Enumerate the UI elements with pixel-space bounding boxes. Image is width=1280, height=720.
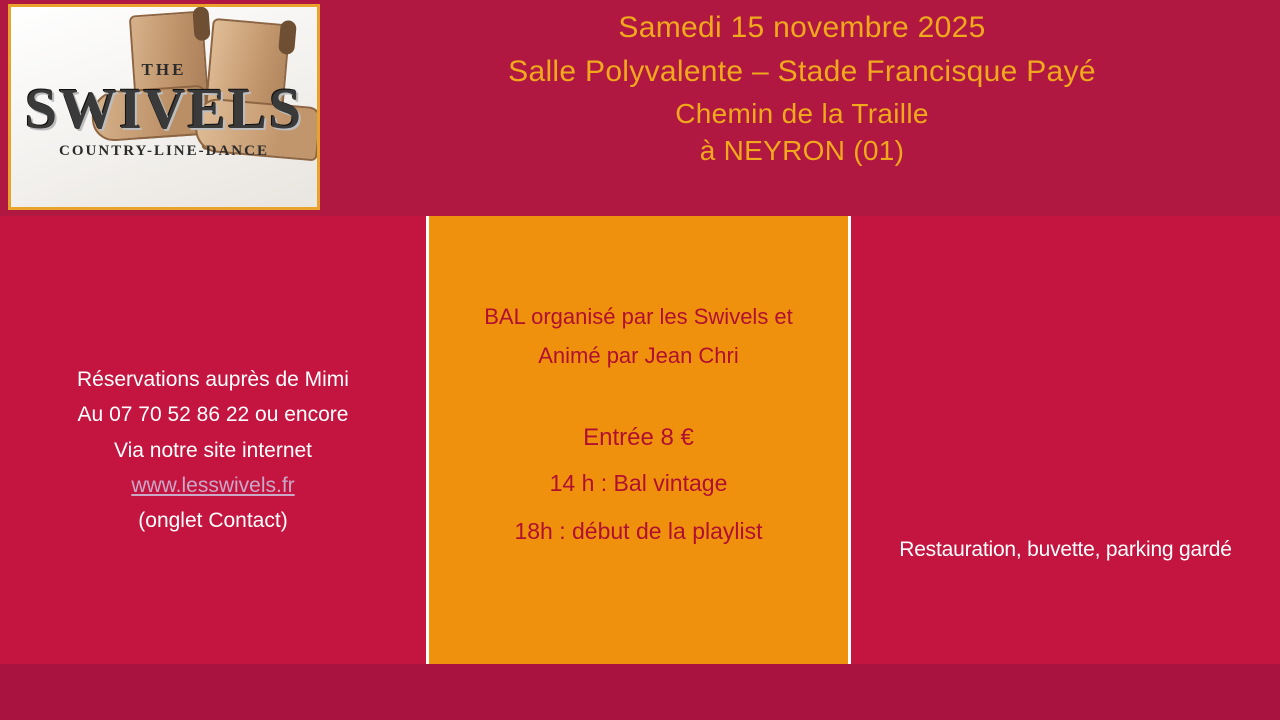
poster-header (0, 0, 1280, 216)
logo-container (8, 4, 320, 210)
schedule-line-2: 18h : début de la playlist (514, 518, 763, 545)
poster-body (0, 216, 1280, 664)
logo-main-text: SWIVELS (24, 76, 304, 141)
reservations-line-3: Via notre site internet (113, 438, 313, 462)
event-details-text (429, 298, 848, 556)
event-city: à NEYRON (01) (699, 134, 905, 166)
entry-price: Entrée 8 € (583, 424, 694, 451)
organizer-line-1: BAL organisé par les Swivels et (484, 304, 793, 329)
logo-artwork (11, 7, 317, 207)
reservations-line-1: Réservations auprès de Mimi (77, 368, 349, 391)
amenities-text: Restauration, buvette, parking gardé (899, 538, 1232, 561)
website-link[interactable]: www.lesswivels.fr (131, 473, 295, 497)
reservations-contact-tab: (onglet Contact) (138, 509, 288, 533)
reservations-panel (0, 216, 429, 664)
event-date: Samedi 15 novembre 2025 (618, 11, 986, 44)
organizer-line-2: Animé par Jean Chri (538, 342, 739, 368)
event-heading (330, 6, 1274, 168)
logo-sub-text: COUNTRY-LINE-DANCE (59, 143, 269, 159)
poster-footer (0, 664, 1280, 720)
amenities-panel (851, 216, 1280, 664)
logo-wordmark (11, 61, 317, 159)
spacer (429, 375, 848, 417)
event-venue: Salle Polyvalente – Stade Francisque Payé (508, 55, 1096, 89)
reservations-text (0, 362, 426, 538)
logo-the-text: THE (141, 60, 187, 79)
event-details-panel (429, 216, 851, 664)
reservations-phone: Au 07 70 52 86 22 ou encore (77, 403, 349, 427)
schedule-line-1: 14 h : Bal vintage (549, 470, 728, 496)
event-street: Chemin de la Traille (675, 97, 929, 129)
